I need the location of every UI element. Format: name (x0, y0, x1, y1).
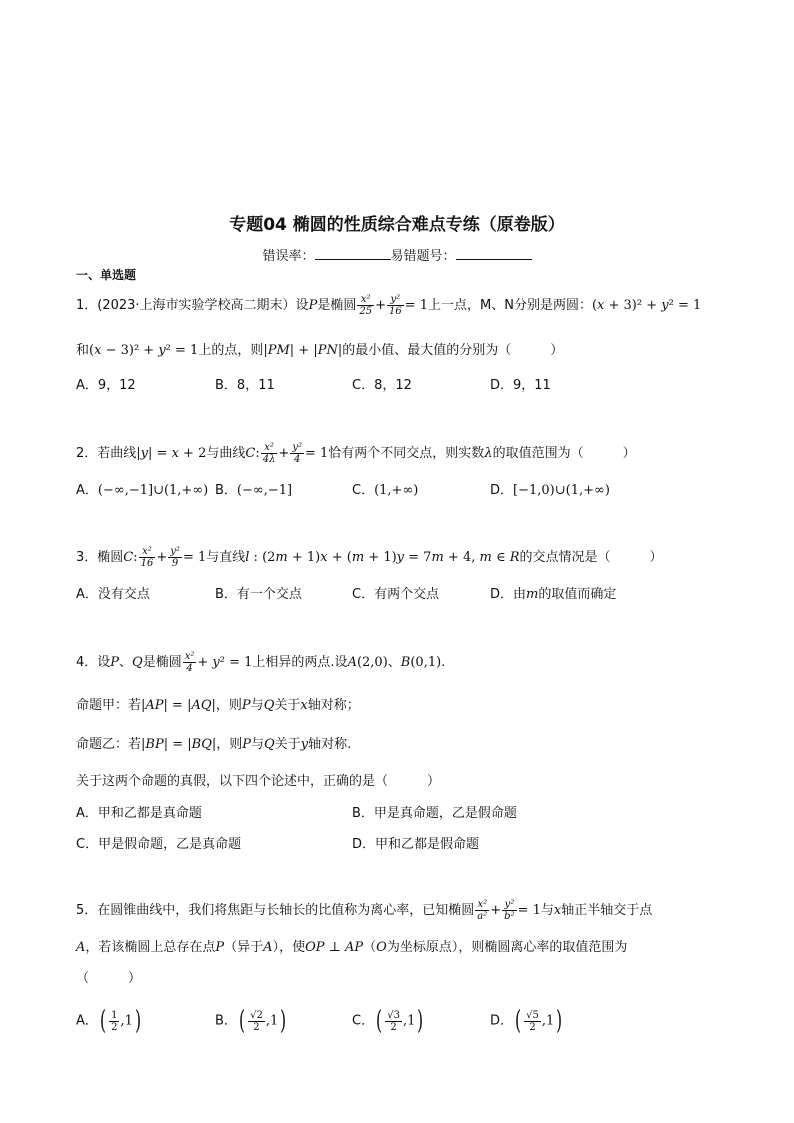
q3-option-c: C．有两个交点 (352, 587, 440, 602)
q2-option-math: (−∞,−1] (236, 483, 293, 498)
q2-option-math: [−1,0)∪(1,+∞) (513, 483, 610, 498)
q5-option-label: C． (352, 1013, 375, 1029)
q2-text: 恰有两个不同交点，则实数 (328, 446, 485, 461)
q4-text: 上相异的两点.设 (252, 655, 348, 670)
q2-line1: 2．若曲线|y| = x + 2与曲线C: $\frac{\text{x²}}{4\lambda}$ + $\frac{\text{y²}}{4}$ = 1恰有两个不同交点，则实数λ的取值范围为（ ） (76, 442, 636, 465)
q5-line3: （ ） (76, 971, 142, 986)
q5-option-label: B． (215, 1013, 237, 1029)
q4-line1: 4．设P、Q是椭圆 $\frac{\text{x²}}{4}$ + y² = 1上相异的两点.设A(2,0)、B(0,1). (76, 651, 446, 674)
q5-text: （异于 (224, 940, 264, 955)
q5-text: ，若该椭圆上总存在点 (85, 940, 216, 955)
q4-line4: 关于这两个命题的真假，以下四个论述中，正确的是（ ） (76, 774, 441, 789)
q5-option-label: A． (76, 1013, 98, 1029)
q4-text: ，则 (216, 737, 243, 752)
q4-text: 4．设 (76, 655, 111, 670)
q5-text: 轴正半轴交于点 (561, 903, 653, 918)
section-heading: 一、单选题 (76, 268, 137, 282)
q4-text: 命题甲：若 (76, 698, 142, 713)
q4-option-d: D．甲和乙都是假命题 (352, 837, 480, 852)
q2-option-c (352, 479, 418, 498)
q2-text: 的取值范围为（ ） (492, 446, 636, 461)
q2-option-math: (1,+∞) (374, 483, 419, 498)
q3-option-b: B．有一个交点 (215, 587, 302, 602)
error-rate-label: 错误率： (262, 249, 315, 264)
q2-option-label: B． (215, 483, 237, 498)
q2-option-a (76, 479, 208, 498)
q3-option-text: 的取值而确定 (538, 587, 617, 602)
q5-text: 5．在圆锥曲线中，我们将焦距与长轴长的比值称为离心率，已知椭圆 (76, 903, 475, 918)
q5-option-c: C．( $\frac{√3}{2}$ ,1) (352, 1006, 424, 1036)
wrong-questions-label: 易错题号： (390, 249, 456, 264)
q5-text: （ (363, 940, 377, 955)
q5-option-b: B．( $\frac{√2}{2}$ ,1) (215, 1006, 287, 1036)
q4-text: 是椭圆 (142, 655, 182, 670)
q5-line1: 5．在圆锥曲线中，我们将焦距与长轴长的比值称为离心率，已知椭圆 $\frac{\text{x²}}{\text{a²}}$ + $\frac{\text{y²}}{\text{b²}}$ = 1与x轴正半轴交于点 (76, 899, 653, 922)
q2-option-math: (−∞,−1]∪(1,+∞) (97, 483, 209, 498)
error-rate-blank (315, 247, 391, 260)
q4-text: 、 (119, 655, 133, 670)
q4-text: 、 (387, 655, 401, 670)
q4-text: 与 (250, 698, 264, 713)
q4-text: 关于 (274, 698, 301, 713)
q4-option-b: B．甲是真命题，乙是假命题 (352, 806, 517, 821)
q3-text: 3．椭圆 (76, 550, 124, 565)
q2-option-b (215, 479, 292, 498)
q1-text: 和 (76, 343, 90, 358)
wrong-questions-blank (456, 247, 532, 260)
q5-line2: A，若该椭圆上总存在点P（异于A），使OP ⊥ AP（O为坐标原点），则椭圆离心率的取值范围为 (76, 940, 628, 955)
q1-option-d: D．9，11 (490, 378, 551, 393)
q1-text: 的最小值、最大值的分别为（ ） (342, 343, 564, 358)
subtitle (0, 245, 794, 264)
q4-option-c: C．甲是假命题，乙是真命题 (76, 837, 242, 852)
q4-line2: 命题甲：若|AP| = |AQ|，则P与Q关于x轴对称； (76, 698, 360, 713)
q5-text: ），使 (272, 940, 306, 955)
q1-text: 是椭圆 (317, 298, 357, 313)
q2-option-d (490, 479, 610, 498)
q5-text: 为坐标原点），则椭圆离心率的取值范围为 (386, 940, 628, 955)
q4-line3: 命题乙：若|BP| = |BQ|，则P与Q关于y轴对称. (76, 737, 352, 752)
q1-text: 上的点，则 (198, 343, 264, 358)
q1-text: 1．(2023·上海市实验学校高二期末）设 (76, 298, 309, 313)
q3-option-a: A．没有交点 (76, 587, 150, 602)
q4-text: ，则 (215, 698, 242, 713)
q4-text: 命题乙：若 (76, 737, 142, 752)
q3-option-label: D．由 (490, 587, 527, 602)
q2-option-label: D． (490, 483, 514, 498)
q4-text: 关于 (274, 737, 301, 752)
q1-line1: 1．(2023·上海市实验学校高二期末）设P是椭圆 $\frac{\text{x²}}{25}$ + $\frac{\text{y²}}{16}$ = 1上一点，M、N分别是两圆：(x + 3)² + y² = 1 (76, 294, 702, 317)
q3-text: 的交点情况是（ ） (519, 550, 663, 565)
page-title: 专题04 椭圆的性质综合难点专练（原卷版） (229, 215, 565, 235)
q5-option-label: D． (490, 1013, 514, 1029)
q1-text: 上一点，M、N分别是两圆： (428, 298, 592, 313)
q5-option-a: A．( $\frac{1}{2}$ ,1) (76, 1006, 141, 1036)
q2-text: 2．若曲线 (76, 446, 137, 461)
q1-option-a: A．9，12 (76, 378, 136, 393)
q1-line2: 和(x − 3)² + y² = 1上的点，则|PM| + |PN|的最小值、最大值的分别为（ ） (76, 343, 564, 358)
q1-option-b: B．8，11 (215, 378, 275, 393)
q3-line1: 3．椭圆C: $\frac{\text{x²}}{16}$ + $\frac{\text{y²}}{9}$ = 1与直线l : (2m + 1)x + (m + 1)y = 7m + 4, m ∈ R的交点情况是（ ） (76, 546, 663, 569)
q1-option-c: C．8，12 (352, 378, 412, 393)
q4-text: 轴对称； (307, 698, 360, 713)
q4-text: 轴对称. (308, 737, 352, 752)
q2-option-label: C． (352, 483, 375, 498)
q5-text: 与 (540, 903, 554, 918)
q4-option-a: A．甲和乙都是真命题 (76, 806, 202, 821)
q3-text: 与直线 (206, 550, 246, 565)
q2-option-label: A． (76, 483, 98, 498)
q3-option-d: D．由m的取值而确定 (490, 587, 617, 602)
q2-text: 与曲线 (206, 446, 246, 461)
q5-option-d: D．( $\frac{√5}{2}$ ,1) (490, 1006, 563, 1036)
q4-text: 与 (251, 737, 265, 752)
